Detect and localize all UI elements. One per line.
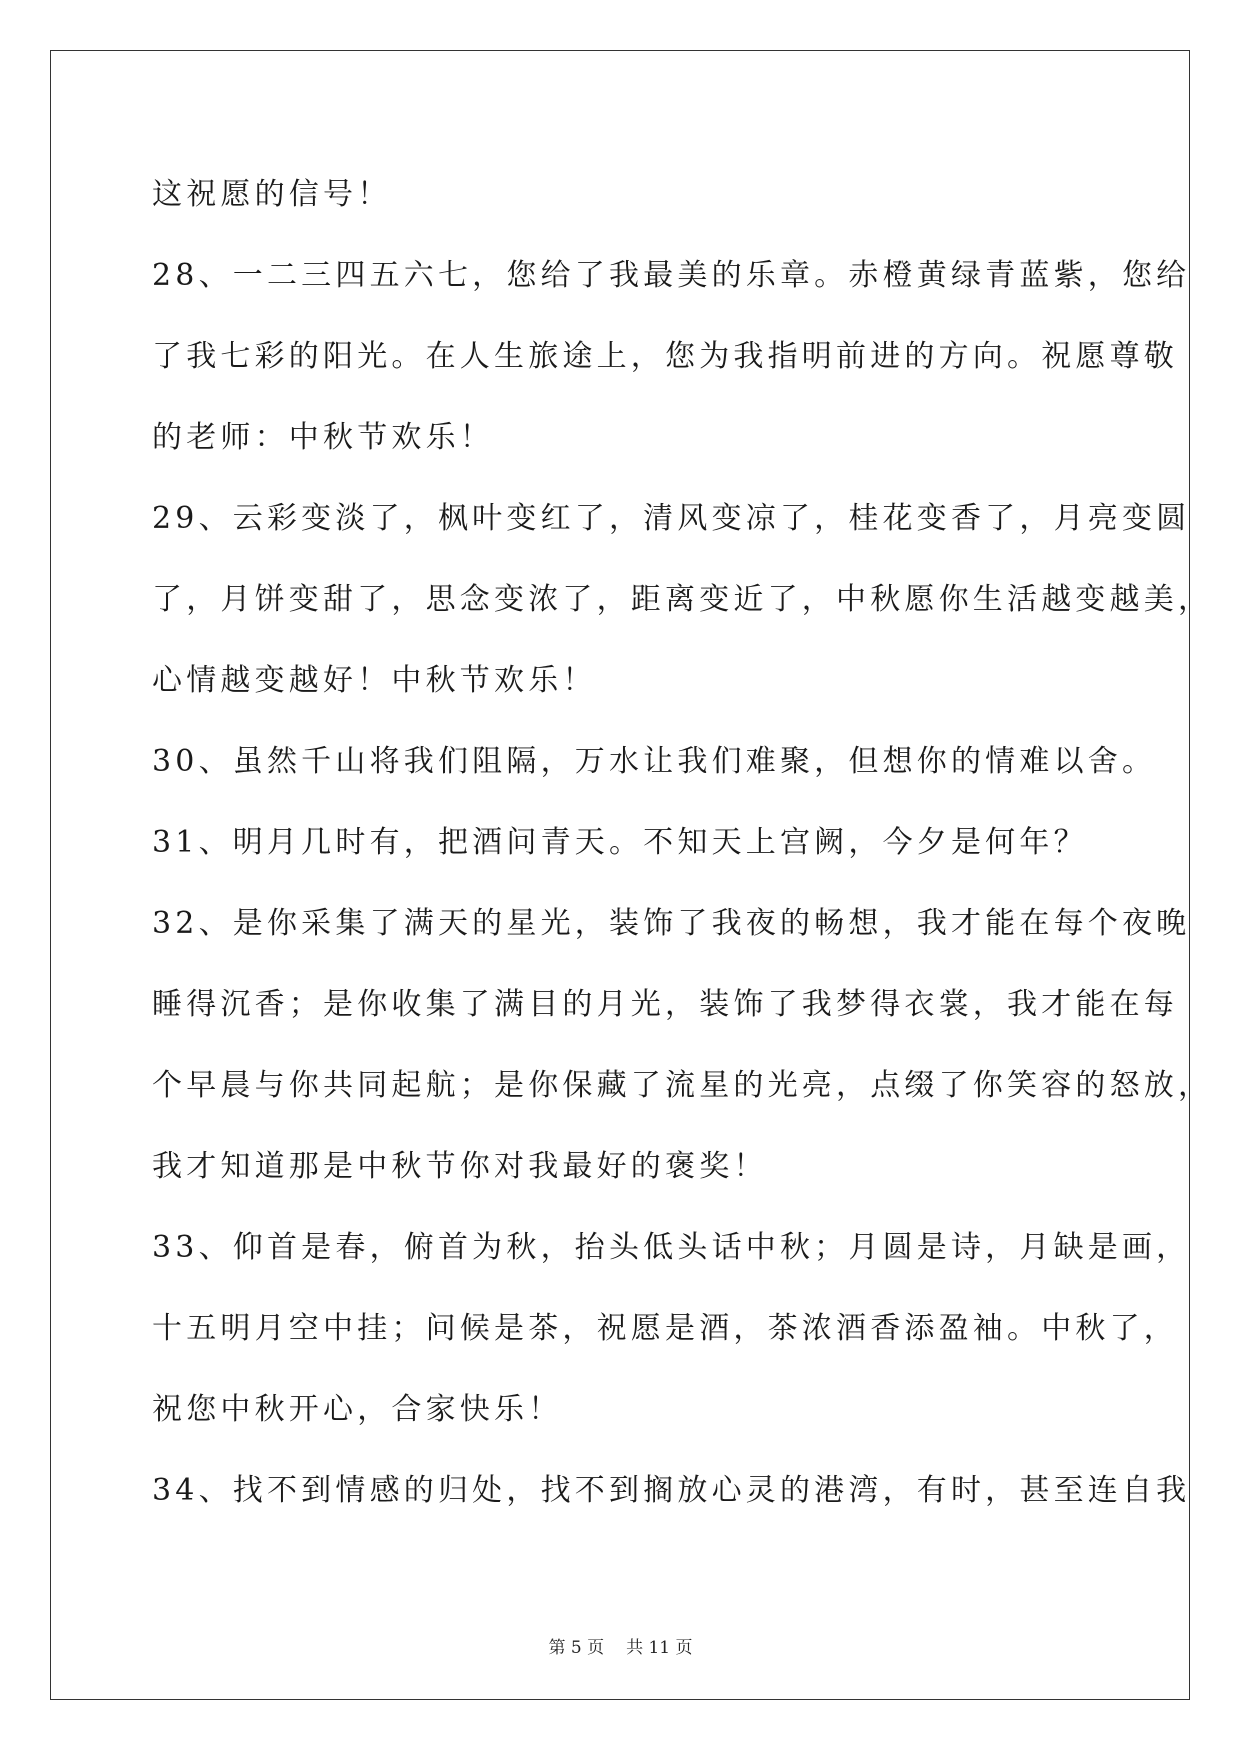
text-line: 的老师：中秋节欢乐！ xyxy=(152,420,494,455)
text-line: 睡得沉香；是你收集了满目的月光，装饰了我梦得衣裳，我才能在每 xyxy=(152,987,1178,1022)
document-body xyxy=(152,165,1213,1542)
page-total: 共 11 页 xyxy=(626,1638,693,1658)
text-line: 十五明月空中挂；问候是茶，祝愿是酒，茶浓酒香添盈袖。中秋了， xyxy=(152,1311,1178,1346)
text-line: 这祝愿的信号！ xyxy=(152,177,392,212)
text-line: 34、找不到情感的归处，找不到搁放心灵的港湾，有时，甚至连自我 xyxy=(152,1473,1191,1508)
text-line: 33、仰首是春，俯首为秋，抬头低头话中秋；月圆是诗，月缺是画， xyxy=(152,1230,1191,1265)
text-line: 个早晨与你共同起航；是你保藏了流星的光亮，点缀了你笑容的怒放， xyxy=(152,1068,1213,1103)
text-line: 30、虽然千山将我们阻隔，万水让我们难聚，但想你的情难以舍。 xyxy=(152,744,1157,779)
text-line: 祝您中秋开心，合家快乐！ xyxy=(152,1392,563,1427)
text-line: 32、是你采集了满天的星光，装饰了我夜的畅想，我才能在每个夜晚 xyxy=(152,906,1191,941)
text-line: 心情越变越好！中秋节欢乐！ xyxy=(152,663,597,698)
text-line: 29、云彩变淡了，枫叶变红了，清风变凉了，桂花变香了，月亮变圆 xyxy=(152,501,1191,536)
text-line: 了，月饼变甜了，思念变浓了，距离变近了，中秋愿你生活越变越美， xyxy=(152,582,1213,617)
page-footer xyxy=(0,1633,1241,1658)
text-line: 31、明月几时有，把酒问青天。不知天上宫阙，今夕是何年？ xyxy=(152,825,1088,860)
text-line: 28、一二三四五六七，您给了我最美的乐章。赤橙黄绿青蓝紫，您给 xyxy=(152,258,1191,293)
text-line: 了我七彩的阳光。在人生旅途上，您为我指明前进的方向。祝愿尊敬 xyxy=(152,339,1178,374)
text-line: 我才知道那是中秋节你对我最好的褒奖！ xyxy=(152,1149,768,1184)
page-number: 第 5 页 xyxy=(548,1638,605,1658)
